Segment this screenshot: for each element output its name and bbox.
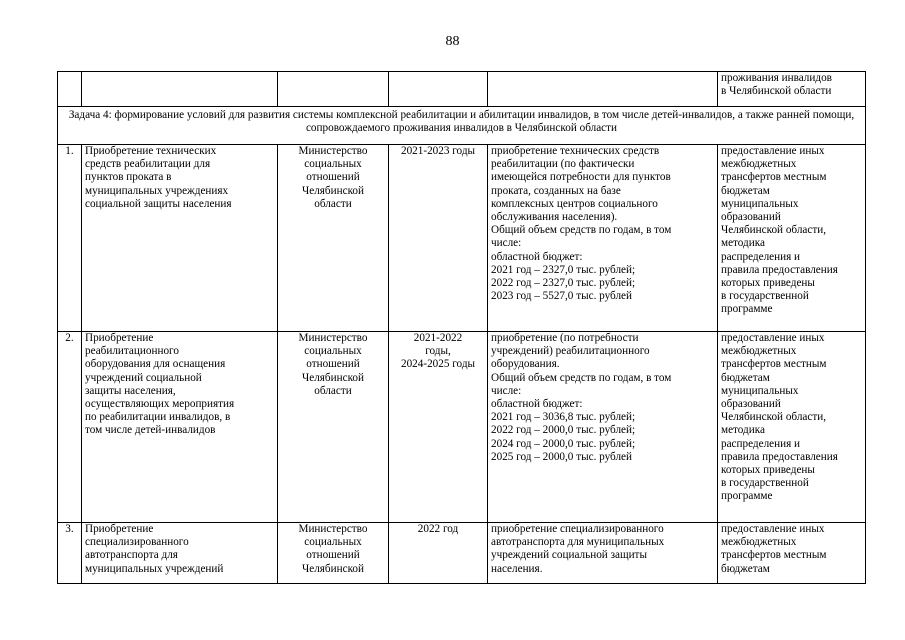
text-line: распределения и (721, 250, 801, 263)
executor (278, 145, 389, 332)
text-line: образований (721, 211, 781, 224)
text-line: Общий объем средств по годам, в том (491, 224, 672, 237)
measure-name (82, 145, 278, 332)
text-line: Министерство (298, 523, 368, 535)
text-line: учреждений социальной защиты (491, 549, 647, 562)
text-line: 2025 год – 2000,0 тыс. рублей (491, 450, 633, 463)
text-line: Приобретение (85, 332, 154, 344)
text-line: в государственной (721, 477, 809, 490)
text-line: программе (721, 303, 773, 316)
expected-result (488, 145, 718, 332)
text-line: реабилитационного (85, 345, 179, 358)
row-number: 2. (58, 332, 82, 523)
text-line: муниципальных учреждений (85, 562, 224, 575)
text-line: числе: (491, 237, 522, 250)
text-line: Челябинской области, (721, 224, 827, 237)
text-line: по реабилитации инвалидов, в (85, 411, 231, 424)
cell-result (488, 72, 718, 107)
text-line: муниципальных (721, 384, 799, 397)
text-line: предоставление иных (721, 332, 825, 344)
text-line: области (314, 197, 352, 210)
text-line: автотранспорта для муниципальных (491, 536, 665, 549)
text-line: Челябинской (301, 562, 365, 575)
table-row (58, 332, 866, 523)
cell-mechanism (718, 72, 866, 107)
text-line: автотранспорта для (85, 549, 178, 562)
text-line: Приобретение (85, 523, 154, 535)
text-line: отношений (306, 549, 360, 562)
text-line: приобретение (по потребности (491, 332, 639, 344)
text-line: областной бюджет: (491, 398, 583, 411)
text-line: трансфертов местным (721, 358, 827, 371)
text-line: имеющейся потребности для пунктов (491, 171, 671, 184)
text-line: методика (721, 237, 765, 250)
table-row (58, 523, 866, 584)
text-line: осуществляющих мероприятия (85, 398, 235, 411)
text-line: методика (721, 424, 765, 437)
text-line: правила предоставления (721, 450, 838, 463)
text-line: Общий объем средств по годам, в том (491, 371, 672, 384)
text-line: социальных (304, 536, 362, 549)
text-line: социальных (304, 345, 362, 358)
text-line: обслуживания населения). (491, 211, 618, 224)
text-line: Министерство (298, 332, 368, 344)
text-line: 2022 год (417, 523, 459, 535)
text-line: защиты населения, (85, 384, 176, 397)
text-line: области (314, 384, 352, 397)
text-line: оборудования. (491, 358, 560, 371)
executor (278, 523, 389, 584)
cell-num (58, 72, 82, 107)
text-line: которых приведены (721, 277, 815, 290)
text-line: областной бюджет: (491, 250, 583, 263)
text-line: том числе детей-инвалидов (85, 424, 216, 437)
text-line: межбюджетных (721, 345, 797, 358)
text-line: образований (721, 398, 781, 411)
text-line: которых приведены (721, 464, 815, 477)
row-number: 1. (58, 145, 82, 332)
text-line: специализированного (85, 536, 189, 549)
text-line: 2024 год – 2000,0 тыс. рублей; (491, 437, 636, 450)
text-line: числе: (491, 384, 522, 397)
text-line: отношений (306, 171, 360, 184)
text-line: отношений (306, 358, 360, 371)
text-line: правила предоставления (721, 263, 838, 276)
cell-executor (278, 72, 389, 107)
mechanism (718, 523, 866, 584)
executor (278, 332, 389, 523)
mechanism (718, 332, 866, 523)
table-row (58, 145, 866, 332)
measure-name (82, 523, 278, 584)
text-line: Приобретение технических (85, 145, 217, 157)
page-number: 88 (445, 34, 460, 49)
text-line: 2024-2025 годы (400, 358, 476, 371)
mechanism (718, 145, 866, 332)
text-line: средств реабилитации для (85, 158, 211, 171)
text-line: в Челябинской области (721, 85, 832, 98)
text-line: трансфертов местным (721, 549, 827, 562)
expected-result (488, 332, 718, 523)
row-number: 3. (58, 523, 82, 584)
task-title: Задача 4: формирование условий для развития системы комплексной реабилитации и абилитации инвалидов, в том числе детей-инвалидов, а также ранней помощи, сопровождаемого проживания инвалидов в Челябинской области (58, 107, 866, 145)
period (389, 332, 488, 523)
text-line: Челябинской (301, 371, 365, 384)
text-line: предоставление иных (721, 523, 825, 535)
text-line: оборудования для оснащения (85, 358, 226, 371)
text-line: комплексных центров социального (491, 197, 658, 210)
text-line: муниципальных (721, 197, 799, 210)
text-line: приобретение технических средств (491, 145, 660, 157)
text-line: 2021-2022 (413, 332, 463, 344)
text-line: учреждений) реабилитационного (491, 345, 650, 358)
text-line: населения. (491, 562, 543, 575)
program-table (57, 71, 866, 584)
text-line: 2022 год – 2000,0 тыс. рублей; (491, 424, 636, 437)
text-line: 2021 год – 2327,0 тыс. рублей; (491, 263, 636, 276)
text-line: проживания инвалидов (721, 72, 832, 84)
cell-name (82, 72, 278, 107)
text-line: проката, созданных на базе (491, 184, 621, 197)
task-row (58, 107, 866, 145)
text-line: бюджетам (721, 184, 770, 197)
text-line: учреждений социальной (85, 371, 202, 384)
text-line: социальной защиты населения (85, 197, 232, 210)
text-line: Министерство (298, 145, 368, 157)
text-line: 2021-2023 годы (400, 145, 476, 157)
text-line: 2023 год – 5527,0 тыс. рублей (491, 290, 633, 303)
measure-name (82, 332, 278, 523)
text-line: межбюджетных (721, 536, 797, 549)
text-line: социальных (304, 158, 362, 171)
text-line: предоставление иных (721, 145, 825, 157)
text-line: 2022 год – 2327,0 тыс. рублей; (491, 277, 636, 290)
text-line: Челябинской (301, 184, 365, 197)
text-line: муниципальных учреждениях (85, 184, 229, 197)
text-line: годы, (425, 345, 451, 358)
period (389, 145, 488, 332)
text-line: реабилитации (по фактически (491, 158, 635, 171)
period (389, 523, 488, 584)
text-line: межбюджетных (721, 158, 797, 171)
text-line: пунктов проката в (85, 171, 172, 184)
cell-period (389, 72, 488, 107)
text-line: Челябинской области, (721, 411, 827, 424)
text-line: бюджетам (721, 371, 770, 384)
table-row-continuation (58, 72, 866, 107)
expected-result (488, 523, 718, 584)
text-line: 2021 год – 3036,8 тыс. рублей; (491, 411, 636, 424)
text-line: программе (721, 490, 773, 503)
text-line: трансфертов местным (721, 171, 827, 184)
text-line: в государственной (721, 290, 809, 303)
text-line: распределения и (721, 437, 801, 450)
text-line: приобретение специализированного (491, 523, 664, 535)
text-line: бюджетам (721, 562, 770, 575)
